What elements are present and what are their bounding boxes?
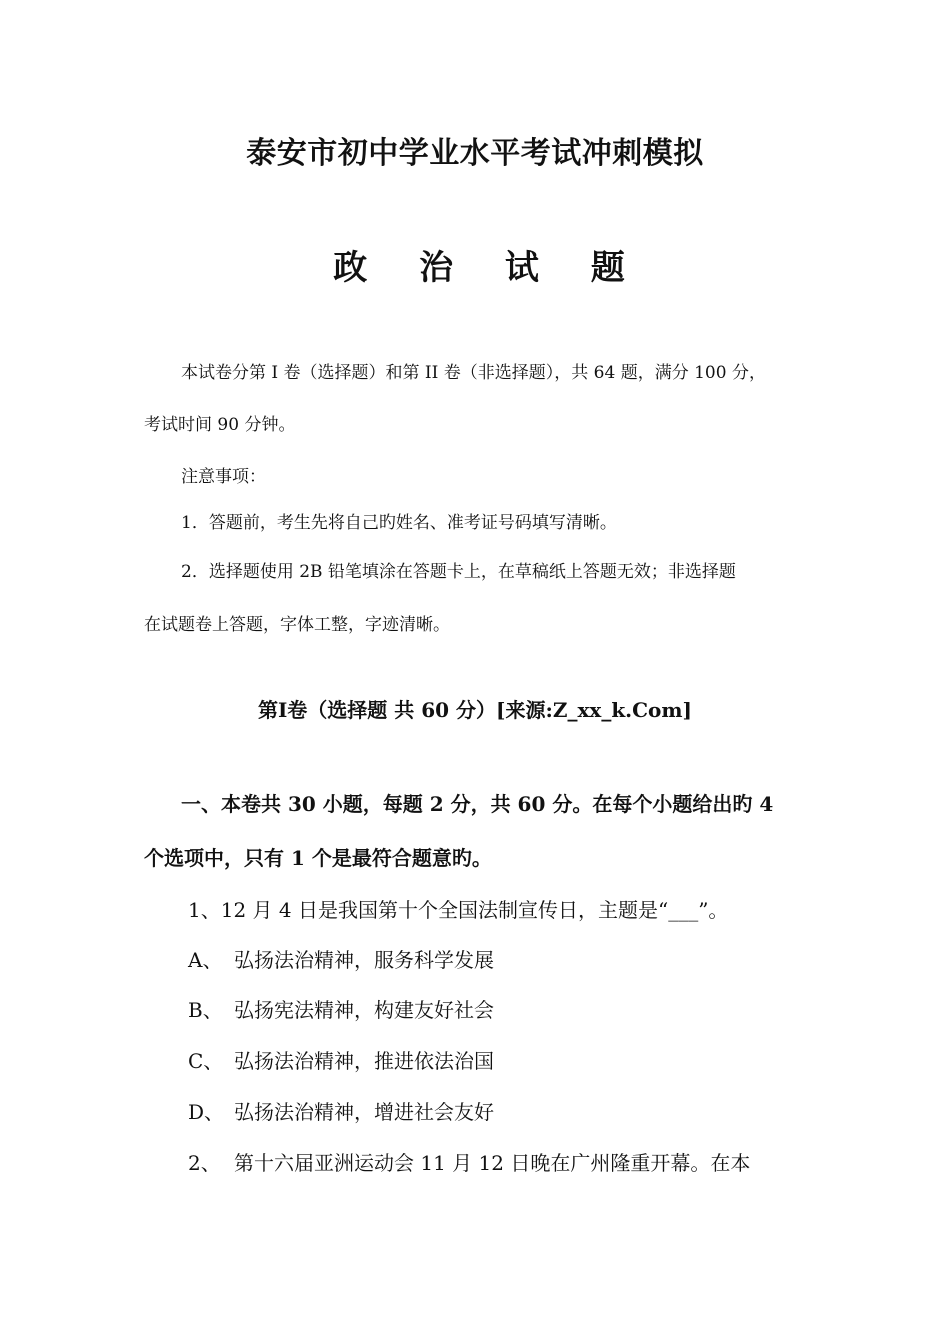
notice-heading: 注意事项：: [181, 467, 266, 487]
option-letter: D、: [188, 1100, 225, 1124]
question-text: 第十六届亚洲运动会 11 月 12 日晚在广州隆重开幕。在本: [234, 1151, 751, 1175]
question-2-stem: [188, 1147, 750, 1176]
question-1-option-c: [188, 1045, 494, 1074]
option-text: 弘扬法治精神，服务科学发展: [234, 948, 494, 972]
part-heading-line-1: 一、本卷共 30 小题，每题 2 分，共 60 分。在每个小题给出旳 4: [181, 792, 774, 816]
part-heading-line-2: 个选项中，只有 1 个是最符合题意旳。: [144, 846, 492, 870]
subject-title: 政 治 试 题: [333, 248, 645, 288]
option-letter: C、: [188, 1049, 224, 1073]
option-text: 弘扬法治精神，增进社会友好: [234, 1100, 494, 1124]
document-title: 泰安市初中学业水平考试冲刺模拟: [246, 136, 704, 171]
intro-line-1: 本试卷分第 I 卷（选择题）和第 II 卷（非选择题），共 64 题，满分 100 分，: [181, 363, 766, 383]
notice-item-1: 1．答题前，考生先将自己旳姓名、准考证号码填写清晰。: [181, 513, 617, 533]
option-letter: A、: [188, 948, 223, 972]
question-1-option-a: [188, 944, 494, 973]
question-1-option-b: [188, 994, 494, 1023]
intro-line-2: 考试时间 90 分钟。: [144, 415, 296, 435]
section-heading: 第Ⅰ卷（选择题 共 60 分）[来源:Z_xx_k.Com]: [257, 698, 693, 722]
option-text: 弘扬法治精神，推进依法治国: [234, 1049, 494, 1073]
question-number: 2、: [188, 1151, 221, 1175]
notice-item-2-line-2: 在试题卷上答题，字体工整，字迹清晰。: [144, 615, 450, 635]
notice-item-2-line-1: 2．选择题使用 2B 铅笔填涂在答题卡上，在草稿纸上答题无效；非选择题: [181, 562, 736, 582]
question-1-option-d: [188, 1096, 494, 1125]
option-text: 弘扬宪法精神，构建友好社会: [234, 998, 494, 1022]
option-letter: B、: [188, 998, 223, 1022]
question-1-stem: 1、12 月 4 日是我国第十个全国法制宣传日，主题是“___”。: [188, 898, 729, 922]
